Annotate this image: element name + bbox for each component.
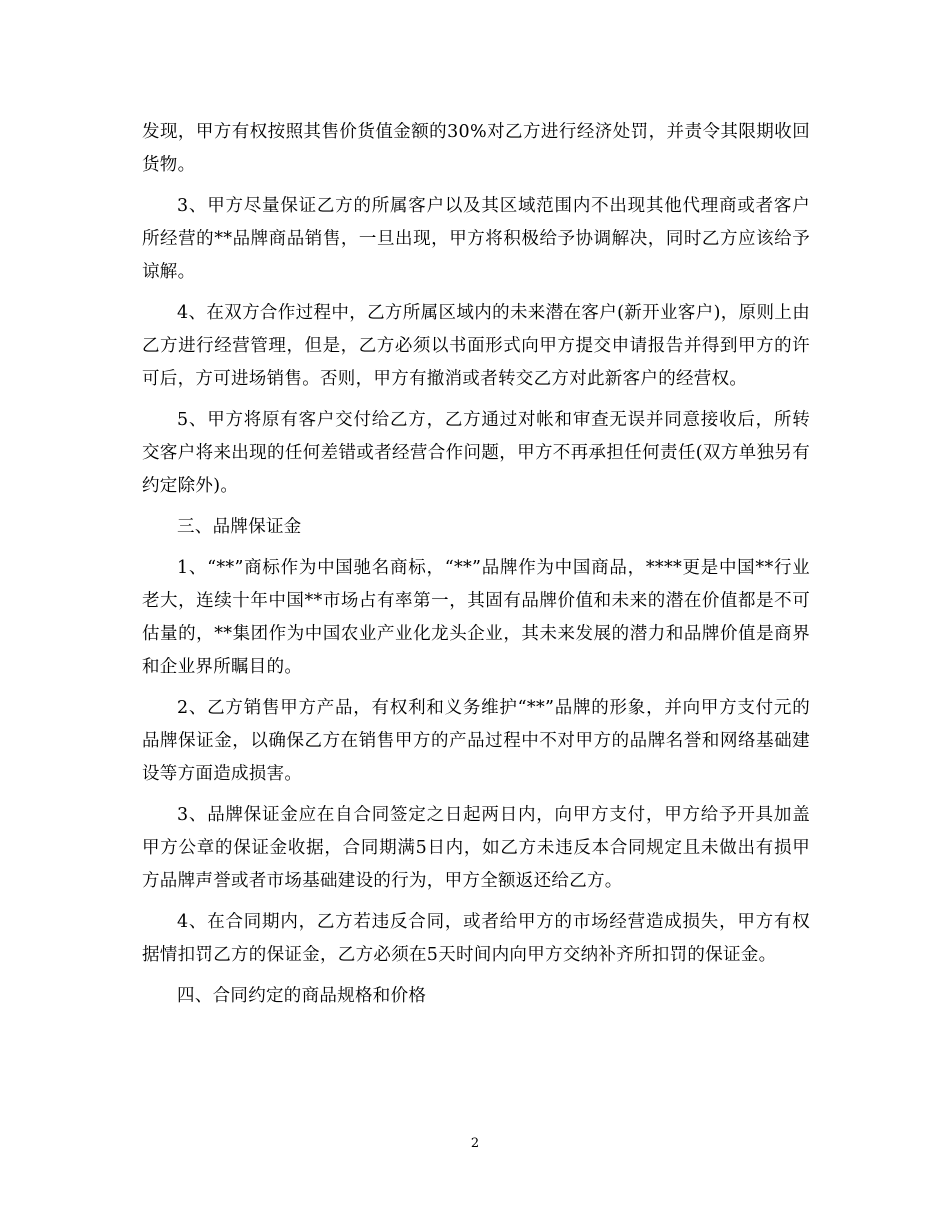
paragraph-deposit-1: 1、“**”商标作为中国驰名商标，“**”品牌作为中国商品，****更是中国**行业老大，连续十年中国**市场占有率第一，其固有品牌价值和未来的潜在价值都是不可估量的，**集团作为中国农业产业化龙头企业，其未来发展的潜力和品牌价值是商界和企业界所瞩目的。 <box>142 558 810 677</box>
paragraph-clause-4: 4、在双方合作过程中，乙方所属区域内的未来潜在客户(新开业客户)，原则上由乙方进行经营管理，但是，乙方必须以书面形式向甲方提交申请报告并得到甲方的许可后，方可进场销售。否则，甲方有撤消或者转交乙方对此新客户的经营权。 <box>142 303 810 389</box>
paragraph-continuation: 发现，甲方有权按照其售价货值金额的30%对乙方进行经济处罚，并责令其限期收回货物。 <box>142 122 810 175</box>
paragraph-clause-5: 5、甲方将原有客户交付给乙方，乙方通过对帐和审查无误并同意接收后，所转交客户将来出现的任何差错或者经营合作问题，甲方不再承担任何责任(双方单独另有约定除外)。 <box>142 410 810 496</box>
section-heading-specs-price: 四、合同约定的商品规格和价格 <box>177 986 427 1006</box>
document-body <box>142 116 810 1021</box>
paragraph-deposit-2: 2、乙方销售甲方产品，有权利和义务维护“**”品牌的形象，并向甲方支付元的品牌保证金，以确保乙方在销售甲方的产品过程中不对甲方的品牌名誉和网络基础建设等方面造成损害。 <box>142 698 810 784</box>
paragraph-clause-3: 3、甲方尽量保证乙方的所属客户以及其区域范围内不出现其他代理商或者客户所经营的**品牌商品销售，一旦出现，甲方将积极给予协调解决，同时乙方应该给予谅解。 <box>142 196 810 282</box>
paragraph-deposit-4: 4、在合同期内，乙方若违反合同，或者给甲方的市场经营造成损失，甲方有权据情扣罚乙方的保证金，乙方必须在5天时间内向甲方交纳补齐所扣罚的保证金。 <box>142 912 810 965</box>
page-number: 2 <box>470 1136 480 1151</box>
section-heading-brand-deposit: 三、品牌保证金 <box>177 517 302 537</box>
paragraph-deposit-3: 3、品牌保证金应在自合同签定之日起两日内，向甲方支付，甲方给予开具加盖甲方公章的保证金收据，合同期满5日内，如乙方未违反本合同规定且未做出有损甲方品牌声誉或者市场基础建设的行为，甲方全额返还给乙方。 <box>142 805 810 891</box>
